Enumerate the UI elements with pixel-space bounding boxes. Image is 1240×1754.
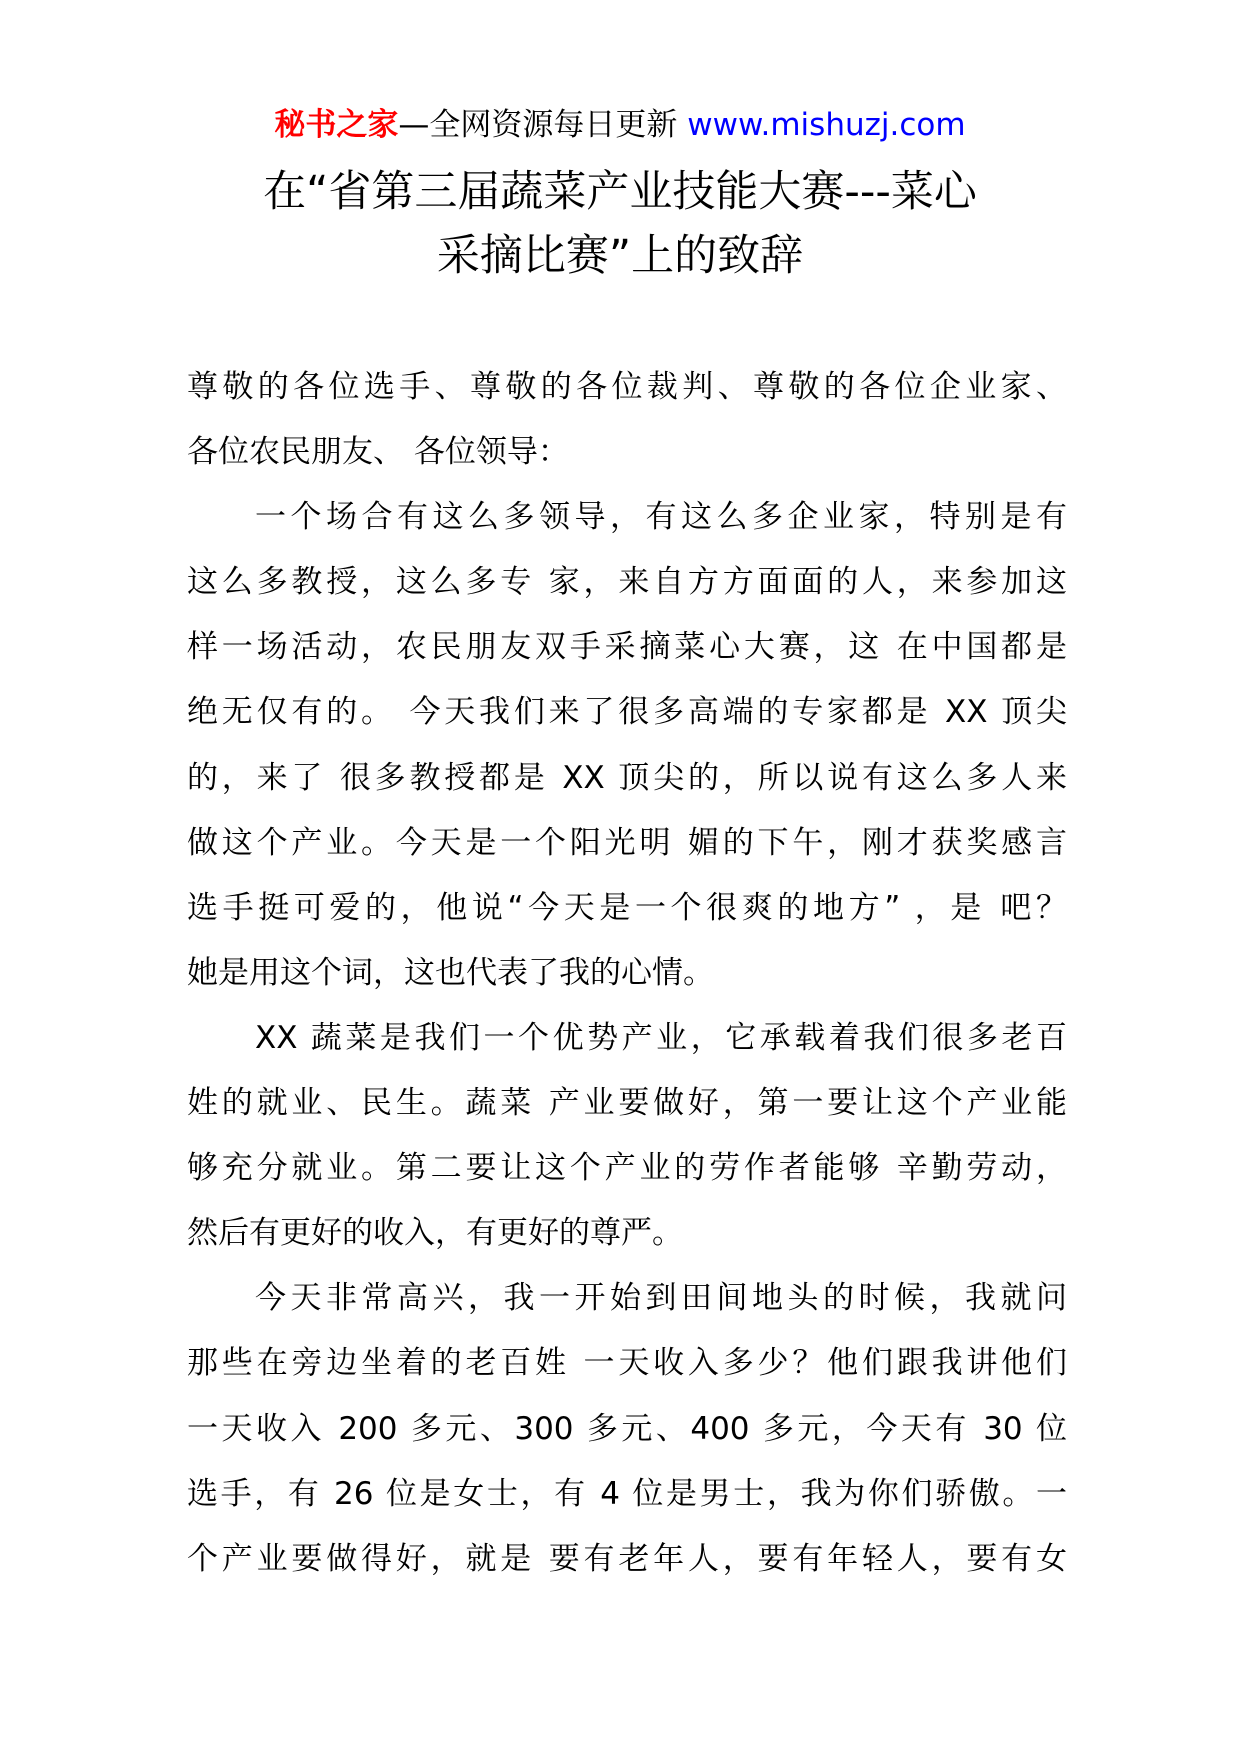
text-line: 做这个产业。今天是一个阳光明 媚的下午，刚才获奖感言 xyxy=(187,824,1067,861)
text-line: 一个场合有这么多领导，有这么多企业家，特别是有 xyxy=(255,499,1067,536)
paragraph-1 xyxy=(187,485,1067,1006)
text-line: XX 蔬菜是我们一个优势产业，它承载着我们很多老百 xyxy=(255,1019,1067,1056)
text-line: 那些在旁边坐着的老百姓 一天收入多少？他们跟我讲他们 xyxy=(187,1345,1067,1382)
text-line: 今天非常高兴，我一开始到田间地头的时候，我就问 xyxy=(255,1280,1067,1317)
text-line: 选手挺可爱的，他说“今天是一个很爽的地方” ，是 吧？ xyxy=(187,889,1067,926)
text-line: 她是用这个词，这也代表了我的心情。 xyxy=(187,954,714,991)
text-line: 尊敬的各位选手、尊敬的各位裁判、尊敬的各位企业家、 xyxy=(187,369,1067,405)
title-line-2: 采摘比赛”上的致辞 xyxy=(436,231,804,281)
salutation xyxy=(187,355,1067,485)
text-line: 样一场活动，农民朋友双手采摘菜心大赛，这 在中国都是 xyxy=(187,629,1067,666)
text-line: 的，来了 很多教授都是 XX 顶尖的，所以说有这么多人来 xyxy=(187,759,1067,796)
paragraph-3 xyxy=(187,1266,1067,1591)
paragraph-2 xyxy=(187,1006,1067,1266)
text-line: 够充分就业。第二要让这个产业的劳作者能够 辛勤劳动， xyxy=(187,1150,1067,1187)
text-line: 选手，有 26 位是女士，有 4 位是男士，我为你们骄傲。一 xyxy=(187,1475,1067,1512)
text-line: 绝无仅有的。 今天我们来了很多高端的专家都是 XX 顶尖 xyxy=(187,694,1067,731)
text-line: 个产业要做得好，就是 要有老年人，要有年轻人，要有女 xyxy=(187,1540,1067,1577)
document-title xyxy=(0,160,1240,288)
site-header xyxy=(0,100,1240,150)
text-line: 这么多教授，这么多专 家，来自方方面面的人，来参加这 xyxy=(187,564,1067,601)
document-body xyxy=(187,355,1067,1592)
brand-name: 秘书之家 xyxy=(274,107,399,143)
site-url-link[interactable]: www.mishuzj.com xyxy=(687,107,966,143)
text-line: 姓的就业、民生。蔬菜 产业要做好，第一要让这个产业能 xyxy=(187,1085,1067,1122)
title-line-1: 在“省第三届蔬菜产业技能大赛---菜心 xyxy=(263,167,977,217)
text-line: 各位农民朋友、 各位领导： xyxy=(187,434,569,471)
text-line: 然后有更好的收入，有更好的尊严。 xyxy=(187,1215,683,1252)
header-tagline: —全网资源每日更新 xyxy=(398,107,678,143)
text-line: 一天收入 200 多元、300 多元、400 多元，今天有 30 位 xyxy=(187,1410,1067,1447)
